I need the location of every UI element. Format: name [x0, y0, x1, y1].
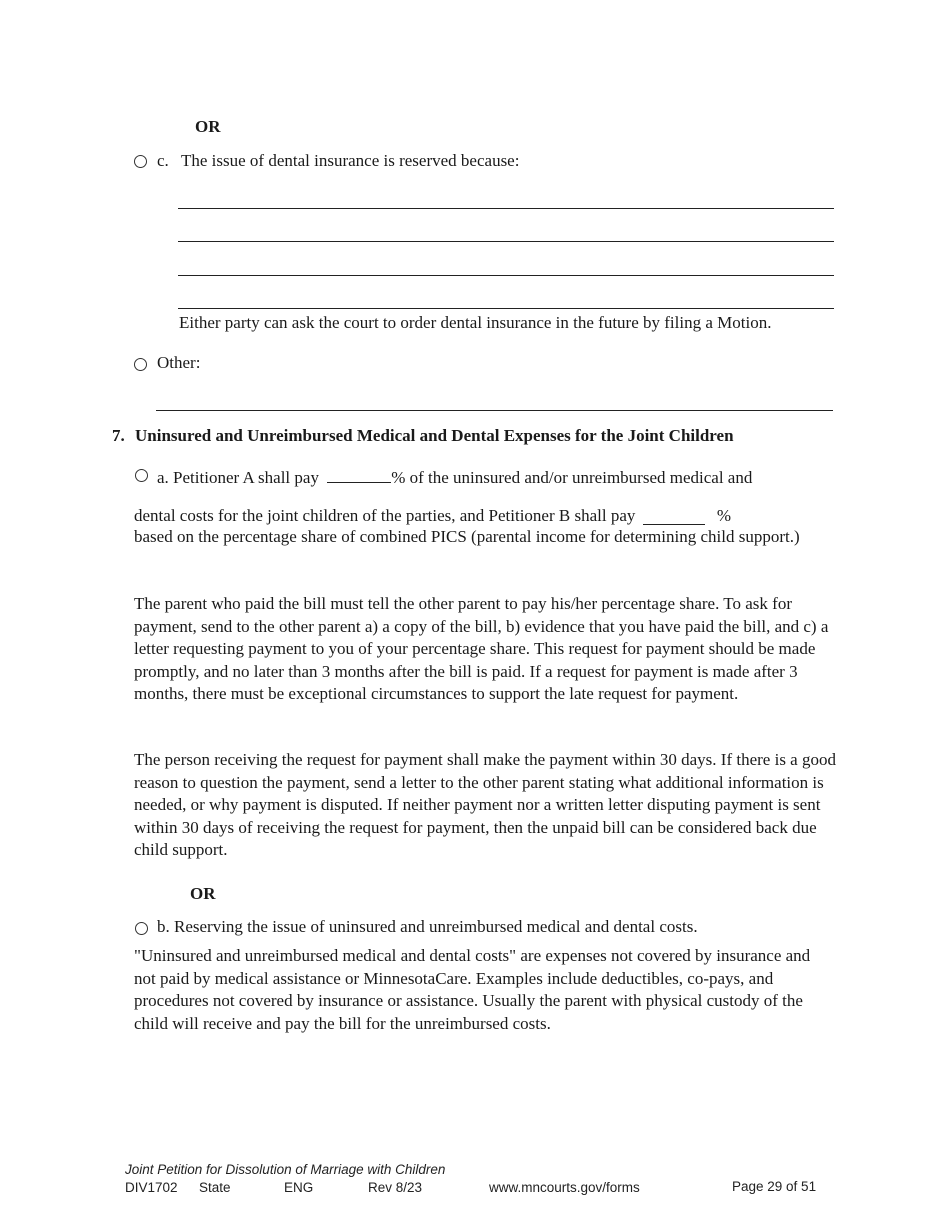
footer-form-code: DIV1702	[125, 1180, 178, 1195]
footer-form-title: Joint Petition for Dissolution of Marriage with Children	[125, 1162, 446, 1177]
option-a-part3: dental costs for the joint children of the parties, and Petitioner B shall pay	[134, 506, 636, 525]
option-b-radio[interactable]	[135, 922, 148, 935]
reason-line-4[interactable]	[178, 308, 834, 309]
future-motion-note: Either party can ask the court to order dental insurance in the future by filing a Motion.	[179, 313, 772, 332]
reason-line-1[interactable]	[178, 208, 834, 209]
option-c-text: The issue of dental insurance is reserved because:	[181, 151, 520, 170]
option-c-letter: c.	[157, 151, 169, 170]
option-a-pics-text: based on the percentage share of combined PICS (parental income for determining child support.)	[134, 527, 800, 546]
option-b-text: b. Reserving the issue of uninsured and unreimbursed medical and dental costs.	[157, 917, 698, 936]
footer-jurisdiction: State	[199, 1180, 231, 1195]
other-radio[interactable]	[134, 358, 147, 371]
option-a-part4: %	[716, 506, 732, 525]
petitioner-b-percent-field[interactable]	[643, 502, 705, 525]
footer-revision: Rev 8/23	[368, 1180, 423, 1195]
petitioner-a-percent-field[interactable]	[327, 464, 391, 483]
footer-language: ENG	[284, 1180, 314, 1195]
option-c-radio[interactable]	[134, 155, 147, 168]
payment-request-paragraph: The parent who paid the bill must tell the other parent to pay his/her percentage share. To ask for payment, send to the other parent a) a copy of the bill, b) evidence that you have paid the bill, and c) a letter requesting payment to you of your percentage share. This request for payment should be made promptly, and no later than 3 months after the bill is paid. If a request for payment is made after 3 months, there must be exceptional circumstances to support the late request for payment.	[134, 594, 829, 703]
reason-line-2[interactable]	[178, 241, 834, 242]
option-a-part1: a. Petitioner A shall pay	[157, 468, 319, 487]
section-7-heading: Uninsured and Unreimbursed Medical and Dental Expenses for the Joint Children	[135, 426, 734, 445]
or-label-2: OR	[190, 884, 216, 903]
other-label: Other:	[157, 353, 201, 372]
option-a-line1	[157, 464, 752, 488]
option-a-line2	[134, 498, 731, 526]
or-label-1: OR	[195, 117, 221, 136]
unreimbursed-definition: "Uninsured and unreimbursed medical and dental costs" are expenses not covered by insurance and not paid by medical assistance or MinnesotaCare. Examples include deductibles, co-pays, and procedures not covered by insurance or assistance. Usually the parent with physical custody of the child will receive and pay the bill for the unreimbursed costs.	[134, 946, 811, 1033]
option-a-part2: % of the uninsured and/or unreimbursed medical and	[391, 468, 753, 487]
section-7-number: 7.	[112, 426, 125, 445]
reason-line-3[interactable]	[178, 275, 834, 276]
other-line[interactable]	[156, 410, 833, 411]
footer-page-number: Page 29 of 51	[732, 1179, 817, 1194]
payment-response-paragraph: The person receiving the request for payment shall make the payment within 30 days. If there is a good reason to question the payment, send a letter to the other parent stating what additional information is needed, or why payment is disputed. If neither payment nor a written letter disputing payment is sent within 30 days of receiving the request for payment, then the unpaid bill can be considered back due child support.	[134, 750, 836, 859]
footer-website-link[interactable]: www.mncourts.gov/forms	[489, 1180, 640, 1195]
option-a-radio[interactable]	[135, 469, 148, 482]
